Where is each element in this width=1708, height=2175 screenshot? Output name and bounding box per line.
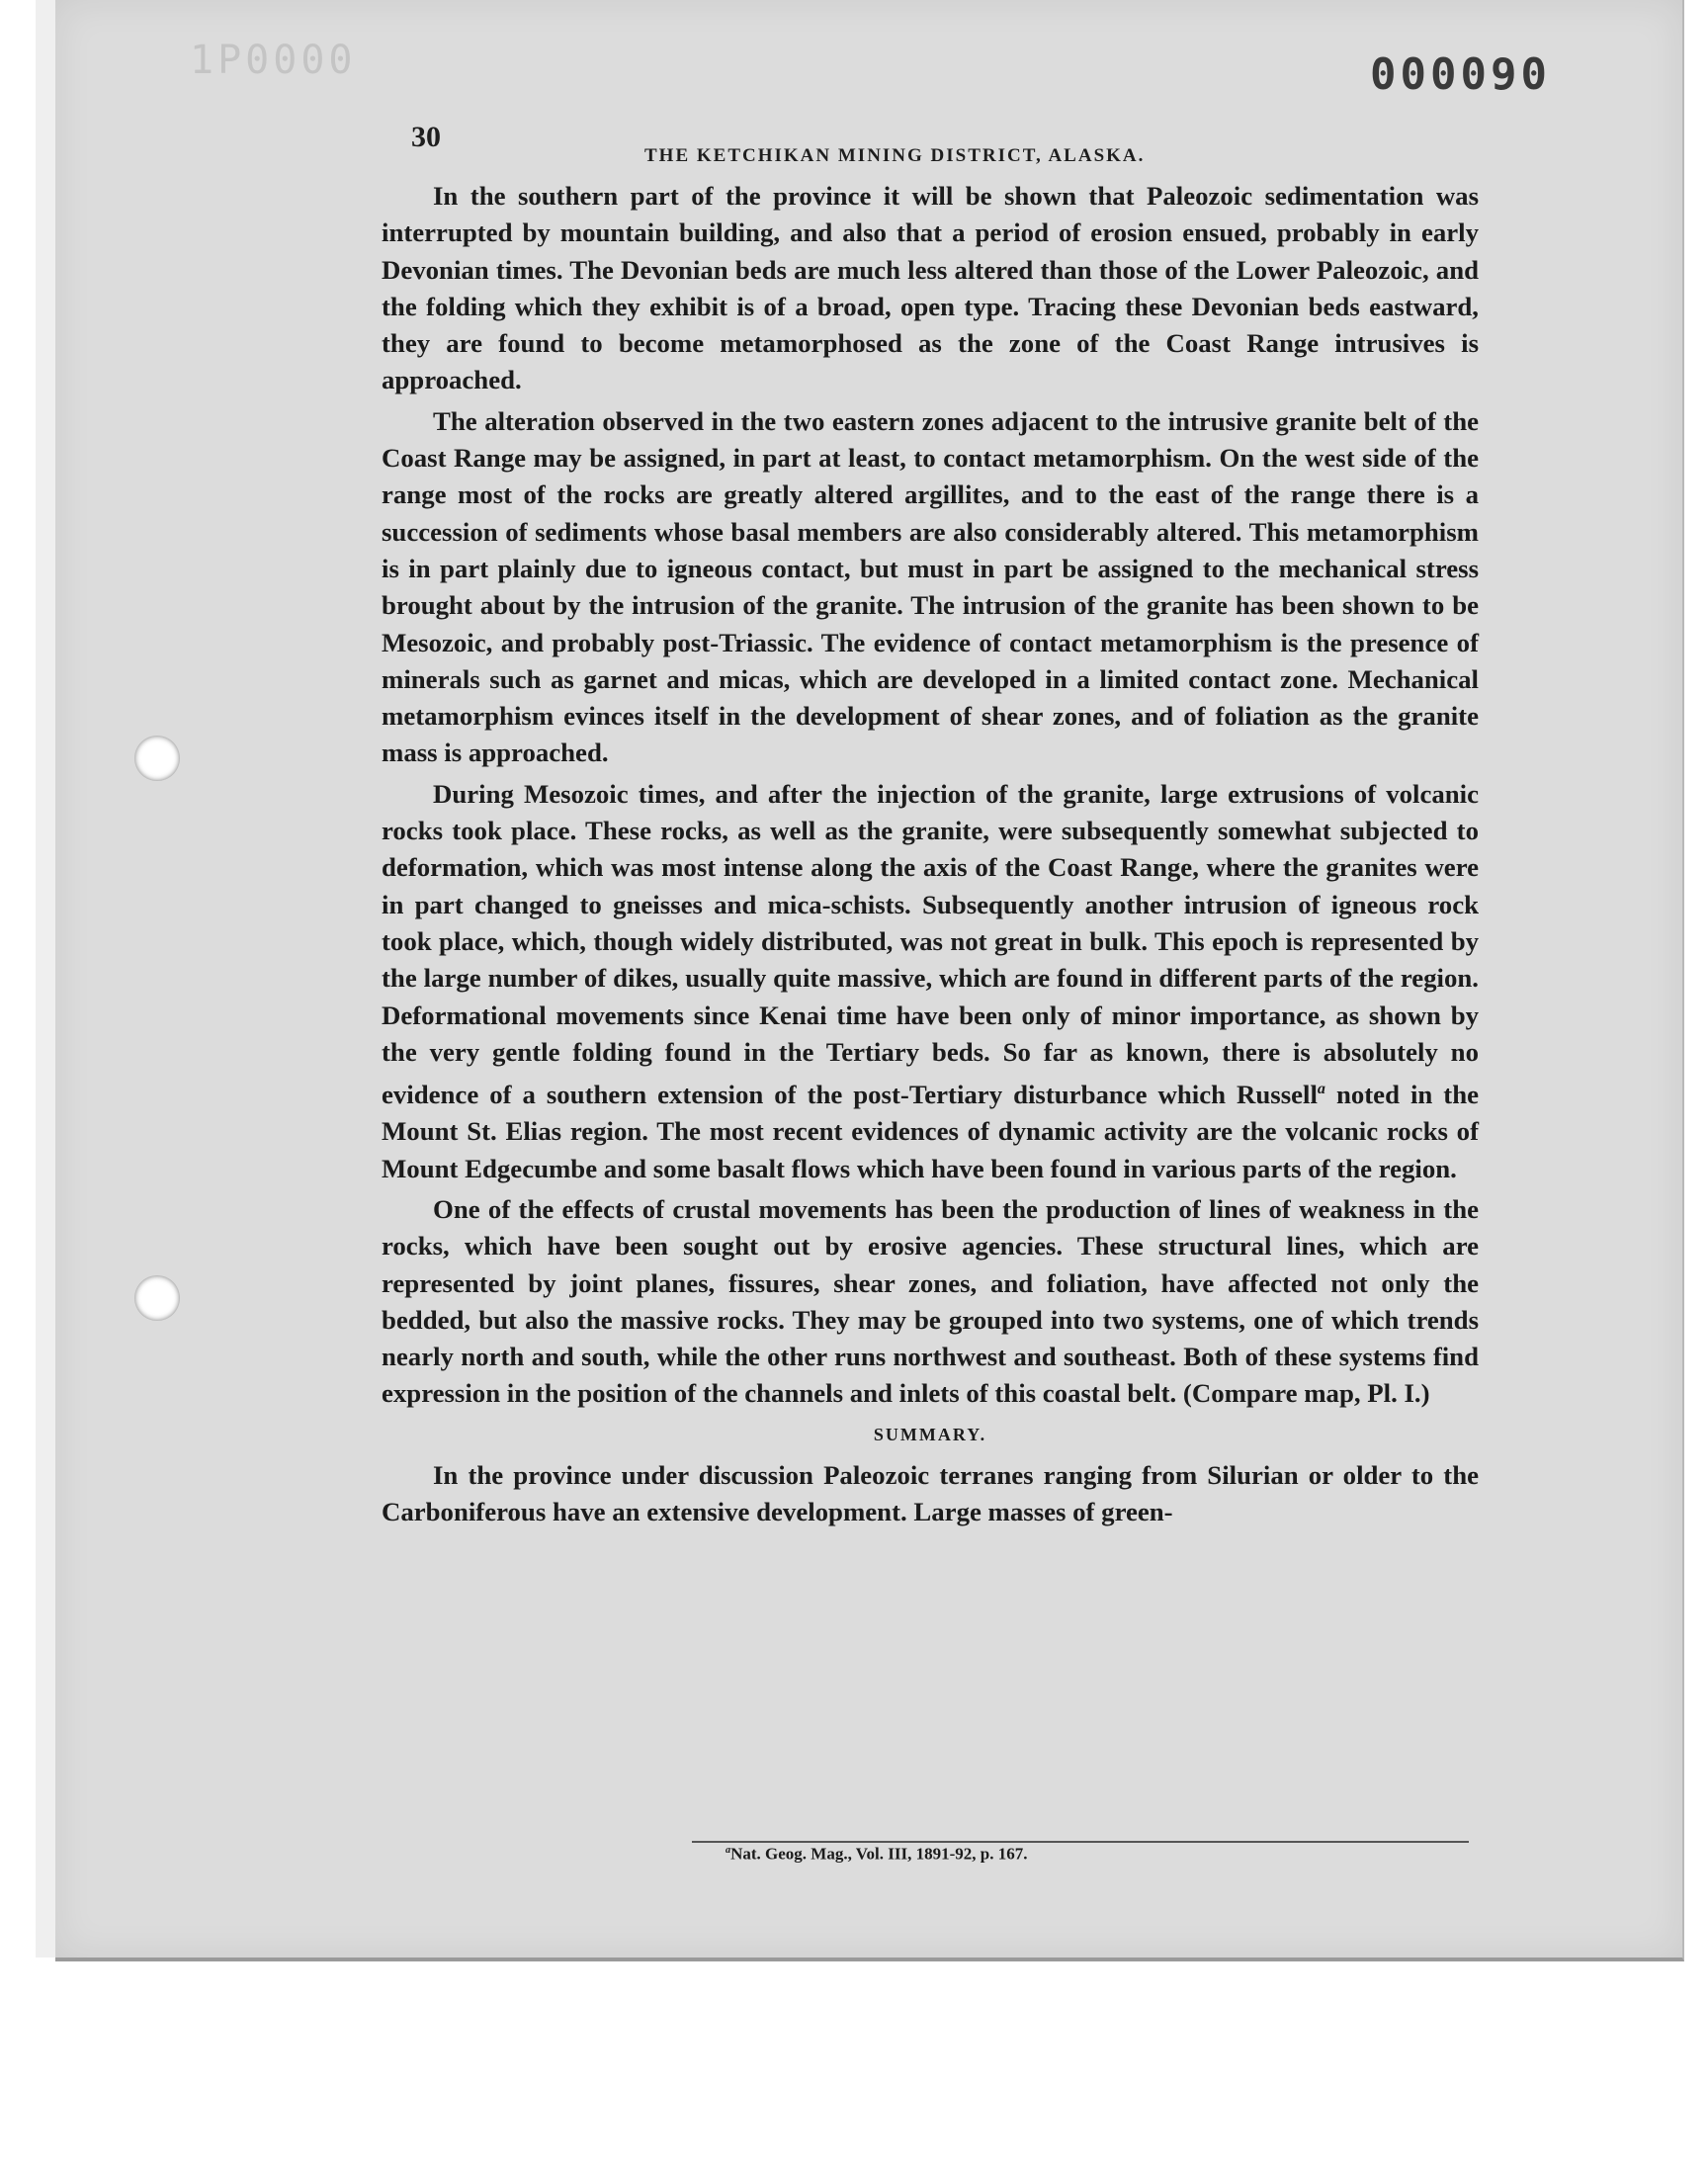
punch-hole [134, 1275, 180, 1321]
faint-archive-stamp: 1P0000 [190, 38, 357, 83]
footnote-marker: a [726, 1845, 731, 1856]
paragraph: One of the effects of crustal movements has been the production of lines of weakness in the rocks, which have been sought out by erosive agencies. These structural lines, which are represented by joint planes, fissures, shear zones, and foliation, have affected not only the bedded, but also the massive rocks. They may be grouped into two systems, one of which trends nearly north and south, while the other runs northwest and southeast. Both of these systems find expression in the position of the channels and inlets of this coastal belt. (Compare map, Pl. I.) [382, 1193, 1479, 1409]
footnote [726, 1839, 1417, 1867]
paragraph-text: noted in the Mount St. Elias region. The most recent evidences of dynamic activity are the volcanic rocks of Mount Edgecumbe and some basalt flows which have been found in various parts of the region. [382, 1080, 1479, 1183]
paragraph-text: During Mesozoic times, and after the injection of the granite, large extrusions of volcanic rocks took place. These rocks, as well as the granite, were subsequently somewhat subjected to deformation, which was most intense along the axis of the Coast Range, where the granites were in part changed to gneisses and mica-schists. Subsequently another intrusion of igneous rock took place, which, though widely distributed, was not great in bulk. This epoch is represented by the large number of dikes, usually quite massive, which are found in different parts of the region. Deformational movements since Kenai time have been only of minor importance, as shown by the very gentle folding found in the Tertiary beds. So far as known, there is absolutely no evidence of a southern extension of the post-Tertiary disturbance which Russell [382, 778, 1479, 1110]
section-heading: SUMMARY. [873, 1424, 987, 1444]
paragraph: The alteration observed in the two eastern zones adjacent to the intrusive granite belt of the Coast Range may be assigned, in part at least, to contact metamorphism. On the west side of the range most of the rocks are greatly altered argillites, and to the east of the range there is a succession of sediments whose basal members are also considerably altered. This metamorphism is in part plainly due to igneous contact, but must in part be assigned to the mechanical stress brought about by the intrusion of the granite. The intrusion of the granite has been shown to be Mesozoic, and probably post-Triassic. The evidence of contact metamorphism is the presence of minerals such as garnet and micas, which are developed in a limited contact zone. Mechanical metamorphism evinces itself in the development of shear zones, and of foliation as the granite mass is approached. [382, 405, 1479, 768]
scan-margin-strip [36, 0, 57, 1958]
footnote-marker: a [1317, 1081, 1325, 1098]
paragraph [382, 776, 1479, 1187]
footnote-text: Nat. Geog. Mag., Vol. III, 1891-92, p. 167. [730, 1844, 1028, 1864]
paragraph: In the southern part of the province it will be shown that Paleozoic sedimentation was interrupted by mountain building, and also that a period of erosion ensued, probably in early Devonian times. The Devonian beds are much less altered than those of the Lower Paleozoic, and the folding which they exhibit is of a broad, open type. Tracing these Devonian beds eastward, they are found to become metamorphosed as the zone of the Coast Range intrusives is approached. [382, 181, 1479, 395]
frame-number-stamp: 000090 [1370, 49, 1551, 100]
paragraph: In the province under discussion Paleozoic terranes ranging from Silurian or older to the Carboniferous have an extensive development. Large masses of green- [382, 1460, 1479, 1527]
running-head: THE KETCHIKAN MINING DISTRICT, ALASKA. [644, 145, 1146, 166]
punch-hole [134, 736, 180, 781]
body-text [382, 178, 1479, 1535]
page-number: 30 [411, 121, 441, 153]
